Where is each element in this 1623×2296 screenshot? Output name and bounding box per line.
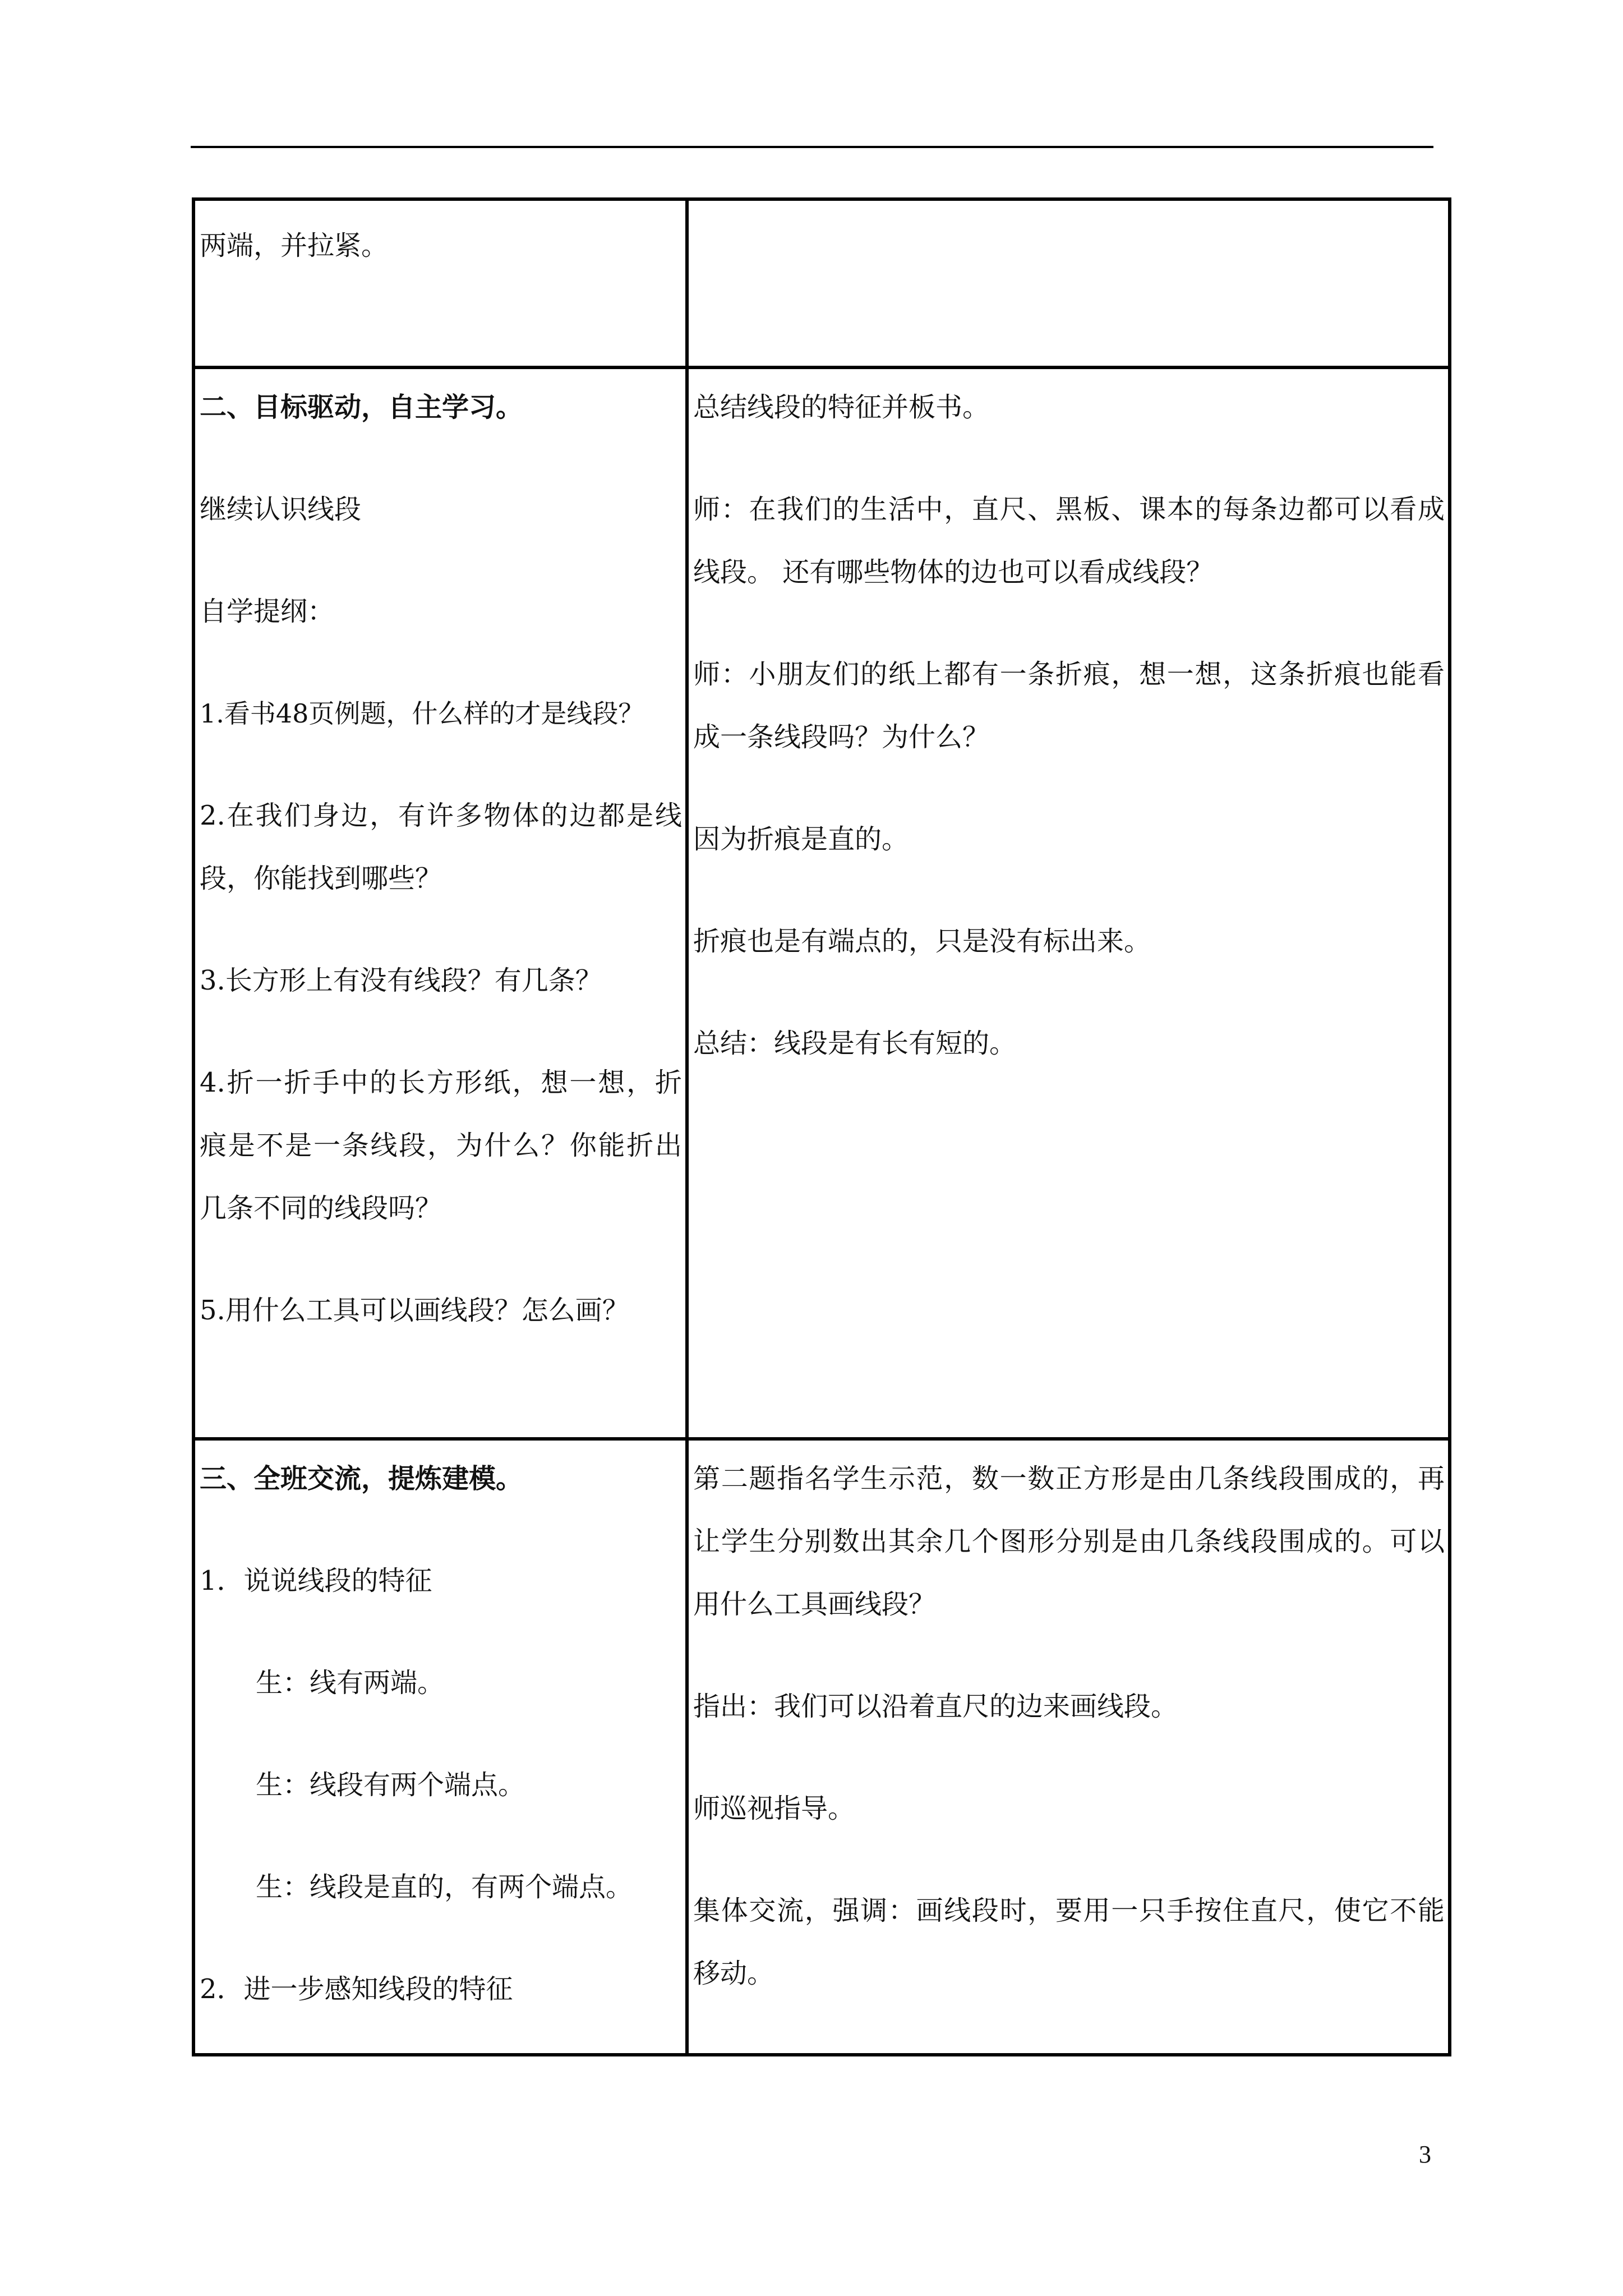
table-row xyxy=(193,1439,1450,2055)
row2-left-text: 1.看书48页例题，什么样的才是线段？ xyxy=(200,698,644,729)
row2-left-text: 5.用什么工具可以画线段？怎么画？ xyxy=(200,1295,629,1326)
row3-left-text: 2．进一步感知线段的特征 xyxy=(200,1973,513,2005)
row3-left-text: 生：线段是直的，有两个端点。 xyxy=(256,1871,633,1903)
row2-right-cell xyxy=(687,367,1450,1439)
row3-left-text: 生：线有两端。 xyxy=(256,1667,445,1699)
row2-left-text: 自学提纲： xyxy=(200,596,335,627)
section-heading: 三、全班交流，提炼建模。 xyxy=(200,1463,523,1494)
row2-left-text: 继续认识线段 xyxy=(200,494,362,525)
row2-right-text: 因为折痕是直的。 xyxy=(693,823,909,855)
row2-left-cell xyxy=(193,367,687,1439)
row3-right-text: 指出：我们可以沿着直尺的边来画线段。 xyxy=(693,1691,1178,1722)
row3-right-text: 第二题指名学生示范，数一数正方形是由几条线段围成的，再让学生分别数出其余几个图形分别是由几条线段围成的。可以用什么工具画线段？ xyxy=(693,1463,1445,1620)
row1-right-cell xyxy=(687,199,1450,367)
row3-left-text: 1．说说线段的特征 xyxy=(200,1565,432,1596)
row2-right-text: 总结：线段是有长有短的。 xyxy=(693,1028,1017,1059)
row3-left-text: 生：线段有两个端点。 xyxy=(256,1769,525,1801)
row1-left-text: 两端，并拉紧。 xyxy=(200,230,389,261)
lesson-plan-table xyxy=(192,197,1451,2056)
row2-left-text: 3.长方形上有没有线段？有几条？ xyxy=(200,965,602,996)
table-row xyxy=(193,199,1450,367)
page-number: 3 xyxy=(1419,2141,1431,2168)
row3-right-text: 师巡视指导。 xyxy=(693,1793,855,1824)
row2-right-text: 师：在我们的生活中，直尺、黑板、课本的每条边都可以看成线段。 还有哪些物体的边也可以看成线段？ xyxy=(693,494,1445,588)
table-row xyxy=(193,367,1450,1439)
row2-left-text: 2.在我们身边，有许多物体的边都是线段，你能找到哪些？ xyxy=(200,800,682,894)
row2-right-text: 总结线段的特征并板书。 xyxy=(693,392,990,423)
section-heading: 二、目标驱动，自主学习。 xyxy=(200,392,523,423)
row3-left-cell xyxy=(193,1439,687,2055)
row2-right-text: 师：小朋友们的纸上都有一条折痕，想一想，这条折痕也能看成一条线段吗？为什么？ xyxy=(693,659,1445,753)
row1-left-cell xyxy=(193,199,687,367)
row2-left-text: 4.折一折手中的长方形纸，想一想，折痕是不是一条线段，为什么？你能折出几条不同的线段吗？ xyxy=(200,1067,682,1224)
row2-right-text: 折痕也是有端点的，只是没有标出来。 xyxy=(693,926,1151,957)
header-rule xyxy=(191,146,1433,148)
row3-right-cell xyxy=(687,1439,1450,2055)
row3-right-text: 集体交流，强调：画线段时，要用一只手按住直尺，使它不能移动。 xyxy=(693,1895,1445,1989)
